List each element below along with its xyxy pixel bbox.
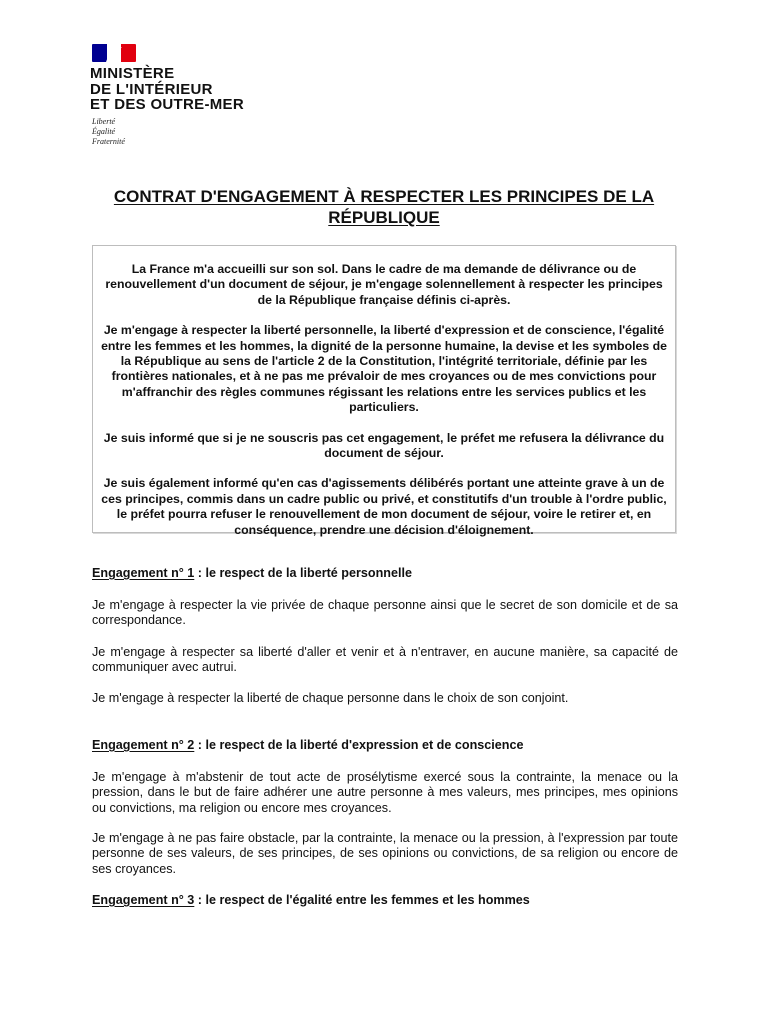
- engagement-3-number: Engagement n° 3: [92, 893, 195, 907]
- republic-motto: [92, 117, 125, 147]
- engagement-1-heading-block: [92, 566, 678, 581]
- preamble-paragraph: Je suis également informé qu'en cas d'agissements délibérés portant une atteinte grave à un de ces principes, commis dans un cadre public ou privé, et constitutifs d'un trouble à l'ordre public, le préfet pourra refuser le renouvellement de mon document de séjour, voire le retirer et, en conséquence, prendre une décision d'éloignement.: [101, 476, 667, 537]
- engagement-1-paragraph-3: Je m'engage à respecter la liberté de chaque personne dans le choix de son conjoint.: [92, 691, 569, 705]
- engagement-2-number: Engagement n° 2: [92, 738, 195, 752]
- preamble-paragraph: Je suis informé que si je ne souscris pas cet engagement, le préfet me refusera la délivrance du document de séjour.: [103, 430, 665, 461]
- ministry-name: [90, 66, 244, 113]
- engagement-1-paragraph-2: Je m'engage à respecter sa liberté d'aller et venir et à n'entraver, en aucune manière, sa capacité de communiquer avec autrui.: [92, 645, 678, 675]
- motto-line-3: Fraternité: [92, 137, 125, 146]
- engagement-2-heading-block: [92, 738, 678, 753]
- document-title: CONTRAT D'ENGAGEMENT À RESPECTER LES PRINCIPES DE LA RÉPUBLIQUE: [113, 187, 655, 227]
- preamble-paragraph: La France m'a accueilli sur son sol. Dans le cadre de ma demande de délivrance ou de renouvellement d'un document de séjour, je m'engage solennellement à respecter les principes de la République française définis ci-après.: [105, 262, 663, 307]
- engagement-1-title: : le respect de la liberté personnelle: [194, 566, 412, 580]
- engagement-1-heading: [92, 566, 678, 581]
- motto-line-1: Liberté: [92, 117, 116, 126]
- engagement-3-heading: [92, 893, 678, 908]
- engagement-2-heading: [92, 738, 678, 753]
- engagement-3-title: : le respect de l'égalité entre les femmes et les hommes: [194, 893, 530, 907]
- preamble-box: [92, 245, 676, 537]
- engagement-1-paragraph-1: Je m'engage à respecter la vie privée de chaque personne ainsi que le secret de son domicile et de sa correspondance.: [92, 598, 678, 628]
- ministry-line-1: MINISTÈRE: [90, 65, 175, 82]
- engagement-2-title: : le respect de la liberté d'expression et de conscience: [194, 738, 524, 752]
- republic-logo: [92, 44, 136, 62]
- engagement-1-number: Engagement n° 1: [92, 566, 195, 580]
- motto-line-2: Égalité: [92, 127, 116, 136]
- preamble-paragraph: Je m'engage à respecter la liberté personnelle, la liberté d'expression et de conscience, l'égalité entre les femmes et les hommes, la dignité de la personne humaine, la devise et les symboles de la République au sens de l'article 2 de la Constitution, l'intégrité territoriale, définie par les frontières nationales, et à ne pas me prévaloir de mes croyances ou de mes convictions pour m'affranchir des règles communes régissant les relations entre les services publics et les particuliers.: [101, 323, 667, 415]
- engagement-2-paragraph-2: Je m'engage à ne pas faire obstacle, par la contrainte, la menace ou la pression, à l'expression par toute personne de ses valeurs, de ses principes, de ses opinions ou convictions, de sa religion ou encore de ses croyances.: [92, 831, 678, 876]
- preamble-text: [97, 262, 671, 538]
- marianne-flag-icon: [92, 44, 136, 62]
- engagement-2-paragraph-1: Je m'engage à m'abstenir de tout acte de prosélytisme exercé sous la contrainte, la menace ou la pression, dans le but de faire adhérer une autre personne à mes valeurs, mes principes, mes opinions ou convictions, ma religion ou encore mes croyances.: [92, 770, 678, 815]
- engagement-3-heading-block: [92, 893, 678, 908]
- ministry-line-2: DE L'INTÉRIEUR: [90, 80, 213, 98]
- ministry-line-3: ET DES OUTRE-MER: [90, 96, 244, 113]
